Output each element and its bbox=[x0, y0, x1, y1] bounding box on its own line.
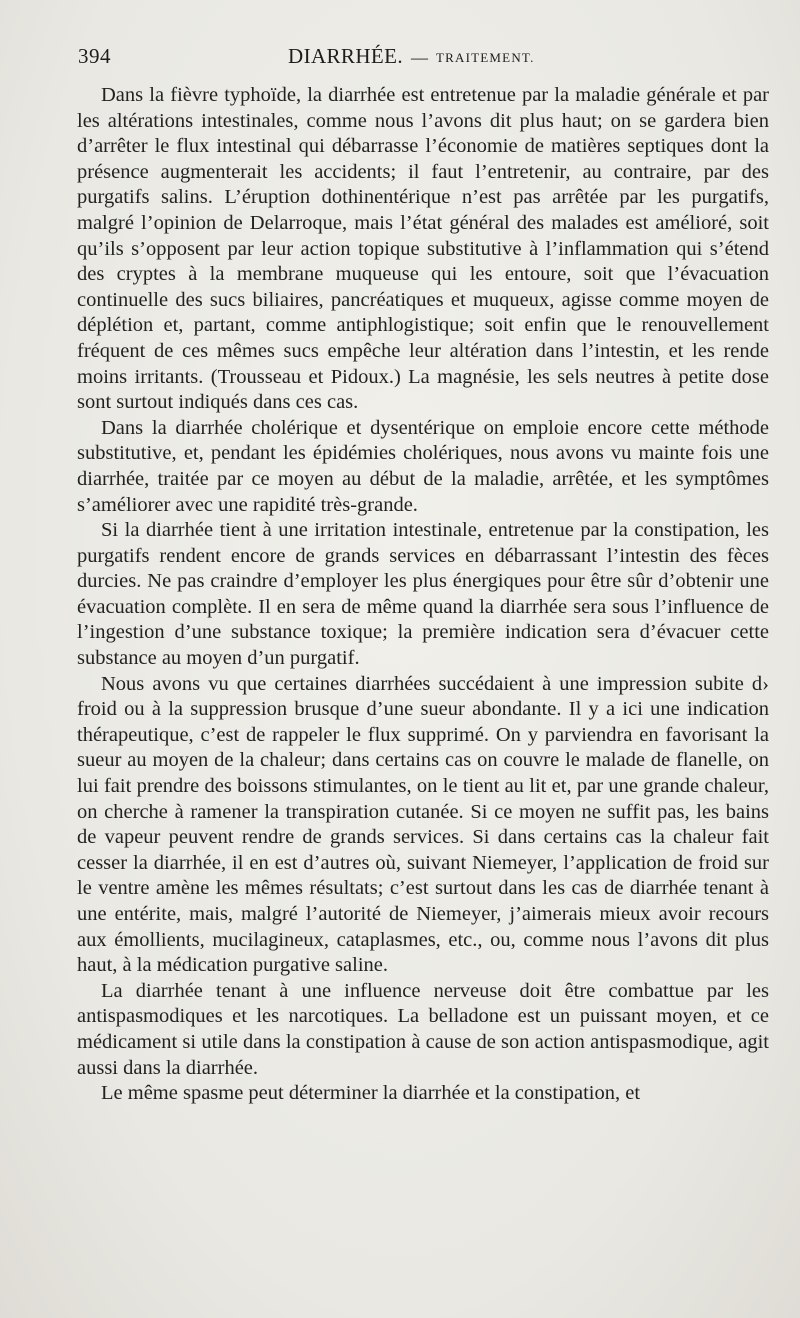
paragraph-typhoid-fever: Dans la fièvre typhoïde, la diarrhée est entretenue par la maladie générale et par les altérations intestinales, comme nous l’avons dit plus haut; on se gardera bien d’arrêter le flux intestinal qui débarrasse l’économie de matières septiques dont la présence augmenterait les accidents; il faut l’entretenir, au contraire, par des purgatifs salins. L’éruption dothinentérique n’est pas arrêtée par les purgatifs, malgré l’opinion de Delarroque, mais l’état général des malades est amélioré, soit qu’ils s’opposent par leur action topique substitutive à l’inflammation qui s’étend des cryptes à la membrane muqueuse qui les entoure, soit que l’évacuation continuelle des sucs biliaires, pancréatiques et muqueux, agisse comme moyen de déplétion et, partant, comme antiphlogistique; soit enfin que le renouvellement fréquent de ces mêmes sucs empêche leur altération dans l’intestin, et les rende moins irritants. (Trousseau et Pidoux.) La magnésie, les sels neutres à petite dose sont surtout indiqués dans ces cas. bbox=[77, 84, 769, 414]
paragraph-spasm: Le même spasme peut déterminer la diarrhée et la constipation, et bbox=[101, 1082, 641, 1105]
paragraph-intestinal-irritation: Si la diarrhée tient à une irritation intestinale, entretenue par la constipation, les purgatifs rendent encore de grands services en débarrassant l’intestin des fèces durcies. Ne pas craindre d’employer les plus énergiques pour être sûr d’obtenir une évacuation complète. Il en sera de même quand la diarrhée sera sous l’influence de l’ingestion d’une substance toxique; la première indication sera d’évacuer cette substance au moyen d’un purgatif. bbox=[77, 519, 769, 670]
running-title: DIARRHÉE. bbox=[288, 44, 404, 68]
running-subtitle: TRAITEMENT. bbox=[436, 50, 535, 65]
body-text bbox=[77, 83, 769, 1107]
paragraph-nervous-influence: La diarrhée tenant à une influence nerveuse doit être combattue par les antispasmodiques et les narcotiques. La belladone est un puissant moyen, et ce médicament si utile dans la constipation à cause de son action antispasmodique, agit aussi dans la diarrhée. bbox=[77, 979, 769, 1079]
page-header bbox=[78, 44, 768, 74]
running-head bbox=[288, 44, 535, 69]
paragraph-cholera-dysentery: Dans la diarrhée cholérique et dysentérique on emploie encore cette méthode substitutive, et, pendant les épidémies cholériques, nous avons vu mainte fois une diarrhée, traitée par ce moyen au début de la maladie, arrêtée, et les symptômes s’améliorer avec une rapidité très-grande. bbox=[77, 416, 769, 516]
page-number: 394 bbox=[78, 44, 111, 68]
paragraph-suppressed-sweat: Nous avons vu que certaines diarrhées succédaient à une impression subite d› froid ou à la suppression brusque d’une sueur abondante. Il y a ici une indication thérapeutique, c’est de rappeler le flux supprimé. On y parviendra en favorisant la sueur au moyen de la chaleur; dans certains cas on couvre le malade de flanelle, on lui fait prendre des boissons stimulantes, on le tient au lit et, par une grande chaleur, on cherche à ramener la transpiration cutanée. Si ce moyen ne suffit pas, les bains de vapeur peuvent rendre de grands services. Si dans certains cas la chaleur fait cesser la diarrhée, il en est d’autres où, suivant Niemeyer, l’application de froid sur le ventre amène les mêmes résultats; c’est surtout dans les cas de diarrhée tenant à une entérite, mais, malgré l’autorité de Niemeyer, j’aimerais mieux avoir recours aux émollients, mucilagineux, cataplasmes, etc., ou, comme nous l’avons dit plus haut, à la médication purgative saline. bbox=[77, 672, 769, 977]
running-separator: — bbox=[411, 48, 429, 67]
